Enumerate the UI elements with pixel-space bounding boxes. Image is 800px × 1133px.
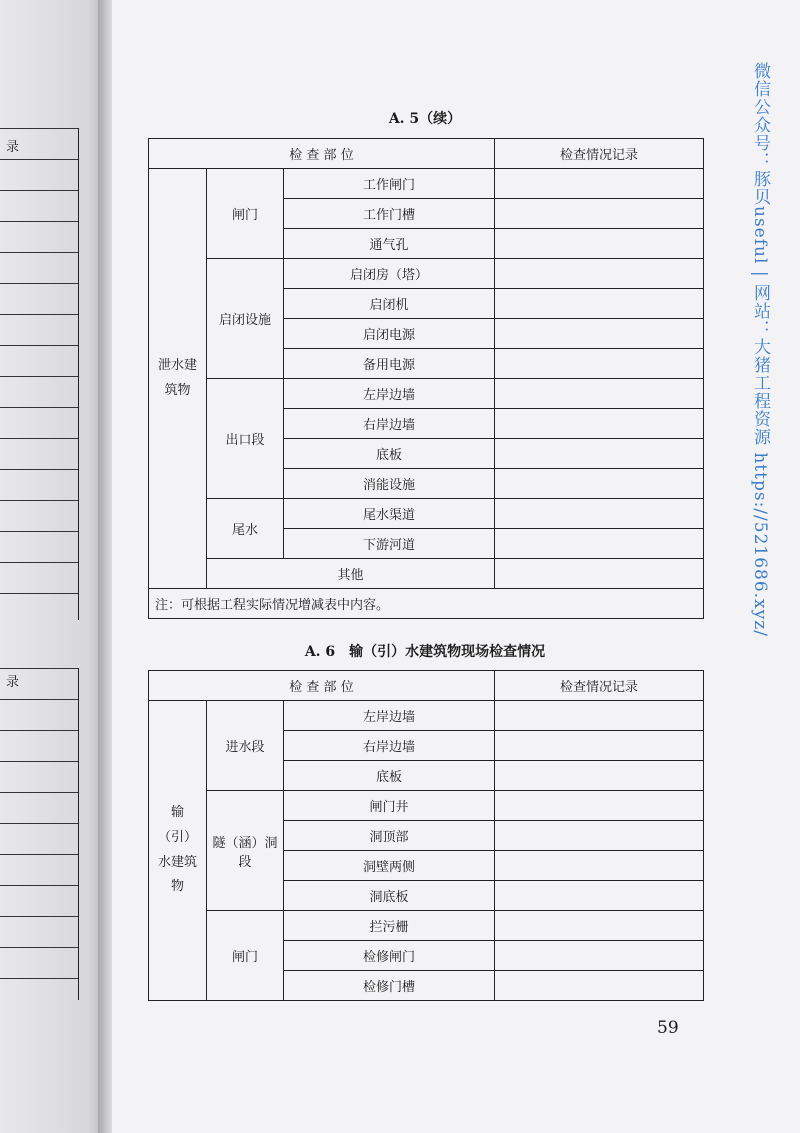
table-row [149, 499, 704, 529]
table-a6-title: A. 6 输（引）水建筑物现场检查情况 [304, 644, 546, 660]
item-cell: 闸门井 [284, 791, 495, 821]
item-cell: 工作闸门 [284, 169, 495, 199]
left-page-text: 录 [6, 140, 20, 155]
record-cell[interactable] [495, 731, 704, 761]
table-a6 [148, 670, 704, 1001]
group-cell: 出口段 [207, 379, 284, 499]
group-cell: 闸门 [207, 169, 284, 259]
record-cell[interactable] [495, 559, 704, 589]
category-cell: 输（引）水建筑物 [149, 701, 207, 1001]
table-row [149, 911, 704, 941]
table-row [149, 701, 704, 731]
item-cell: 洞顶部 [284, 821, 495, 851]
record-cell[interactable] [495, 349, 704, 379]
other-cell: 其他 [207, 559, 495, 589]
item-cell: 通气孔 [284, 229, 495, 259]
watermark: 微信公众号：豚贝useful | 网站：大猪工程资源 https://521686.xyz/ [750, 62, 770, 637]
item-cell: 消能设施 [284, 469, 495, 499]
table-a5 [148, 138, 704, 619]
record-cell[interactable] [495, 259, 704, 289]
group-cell: 进水段 [207, 701, 284, 791]
record-cell[interactable] [495, 851, 704, 881]
record-cell[interactable] [495, 821, 704, 851]
header-location: 检 查 部 位 [149, 139, 495, 169]
group-cell: 闸门 [207, 911, 284, 1001]
header-record: 检查情况记录 [495, 139, 704, 169]
record-cell[interactable] [495, 791, 704, 821]
header-record: 检查情况记录 [495, 671, 704, 701]
item-cell: 拦污栅 [284, 911, 495, 941]
item-cell: 右岸边墙 [284, 409, 495, 439]
category-cell: 泄水建筑物 [149, 169, 207, 589]
record-cell[interactable] [495, 169, 704, 199]
left-page-text: 录 [6, 675, 20, 690]
group-cell: 隧（涵）洞段 [207, 791, 284, 911]
item-cell: 检修闸门 [284, 941, 495, 971]
table-header-row [149, 671, 704, 701]
item-cell: 右岸边墙 [284, 731, 495, 761]
left-page-edge [0, 0, 104, 1133]
table-a5-title: A. 5（续） [388, 111, 462, 127]
table-header-row [149, 139, 704, 169]
record-cell[interactable] [495, 319, 704, 349]
item-cell: 底板 [284, 761, 495, 791]
item-cell: 左岸边墙 [284, 701, 495, 731]
record-cell[interactable] [495, 289, 704, 319]
record-cell[interactable] [495, 199, 704, 229]
record-cell[interactable] [495, 881, 704, 911]
record-cell[interactable] [495, 971, 704, 1001]
note-row [149, 589, 704, 619]
item-cell: 洞底板 [284, 881, 495, 911]
table-row [149, 791, 704, 821]
record-cell[interactable] [495, 761, 704, 791]
item-cell: 启闭机 [284, 289, 495, 319]
header-location: 检 查 部 位 [149, 671, 495, 701]
record-cell[interactable] [495, 701, 704, 731]
record-cell[interactable] [495, 229, 704, 259]
table-row [149, 259, 704, 289]
record-cell[interactable] [495, 379, 704, 409]
item-cell: 备用电源 [284, 349, 495, 379]
group-cell: 启闭设施 [207, 259, 284, 379]
page-number: 59 [657, 1018, 679, 1038]
record-cell[interactable] [495, 439, 704, 469]
item-cell: 启闭房（塔） [284, 259, 495, 289]
group-cell: 尾水 [207, 499, 284, 559]
record-cell[interactable] [495, 529, 704, 559]
table-row [149, 379, 704, 409]
item-cell: 洞壁两侧 [284, 851, 495, 881]
item-cell: 底板 [284, 439, 495, 469]
item-cell: 检修门槽 [284, 971, 495, 1001]
item-cell: 工作门槽 [284, 199, 495, 229]
item-cell: 左岸边墙 [284, 379, 495, 409]
record-cell[interactable] [495, 469, 704, 499]
table-row [149, 169, 704, 199]
table-note: 注：可根据工程实际情况增减表中内容。 [149, 589, 704, 619]
record-cell[interactable] [495, 409, 704, 439]
book-gutter [98, 0, 112, 1133]
table-row [149, 559, 704, 589]
item-cell: 启闭电源 [284, 319, 495, 349]
record-cell[interactable] [495, 941, 704, 971]
record-cell[interactable] [495, 911, 704, 941]
item-cell: 下游河道 [284, 529, 495, 559]
item-cell: 尾水渠道 [284, 499, 495, 529]
record-cell[interactable] [495, 499, 704, 529]
